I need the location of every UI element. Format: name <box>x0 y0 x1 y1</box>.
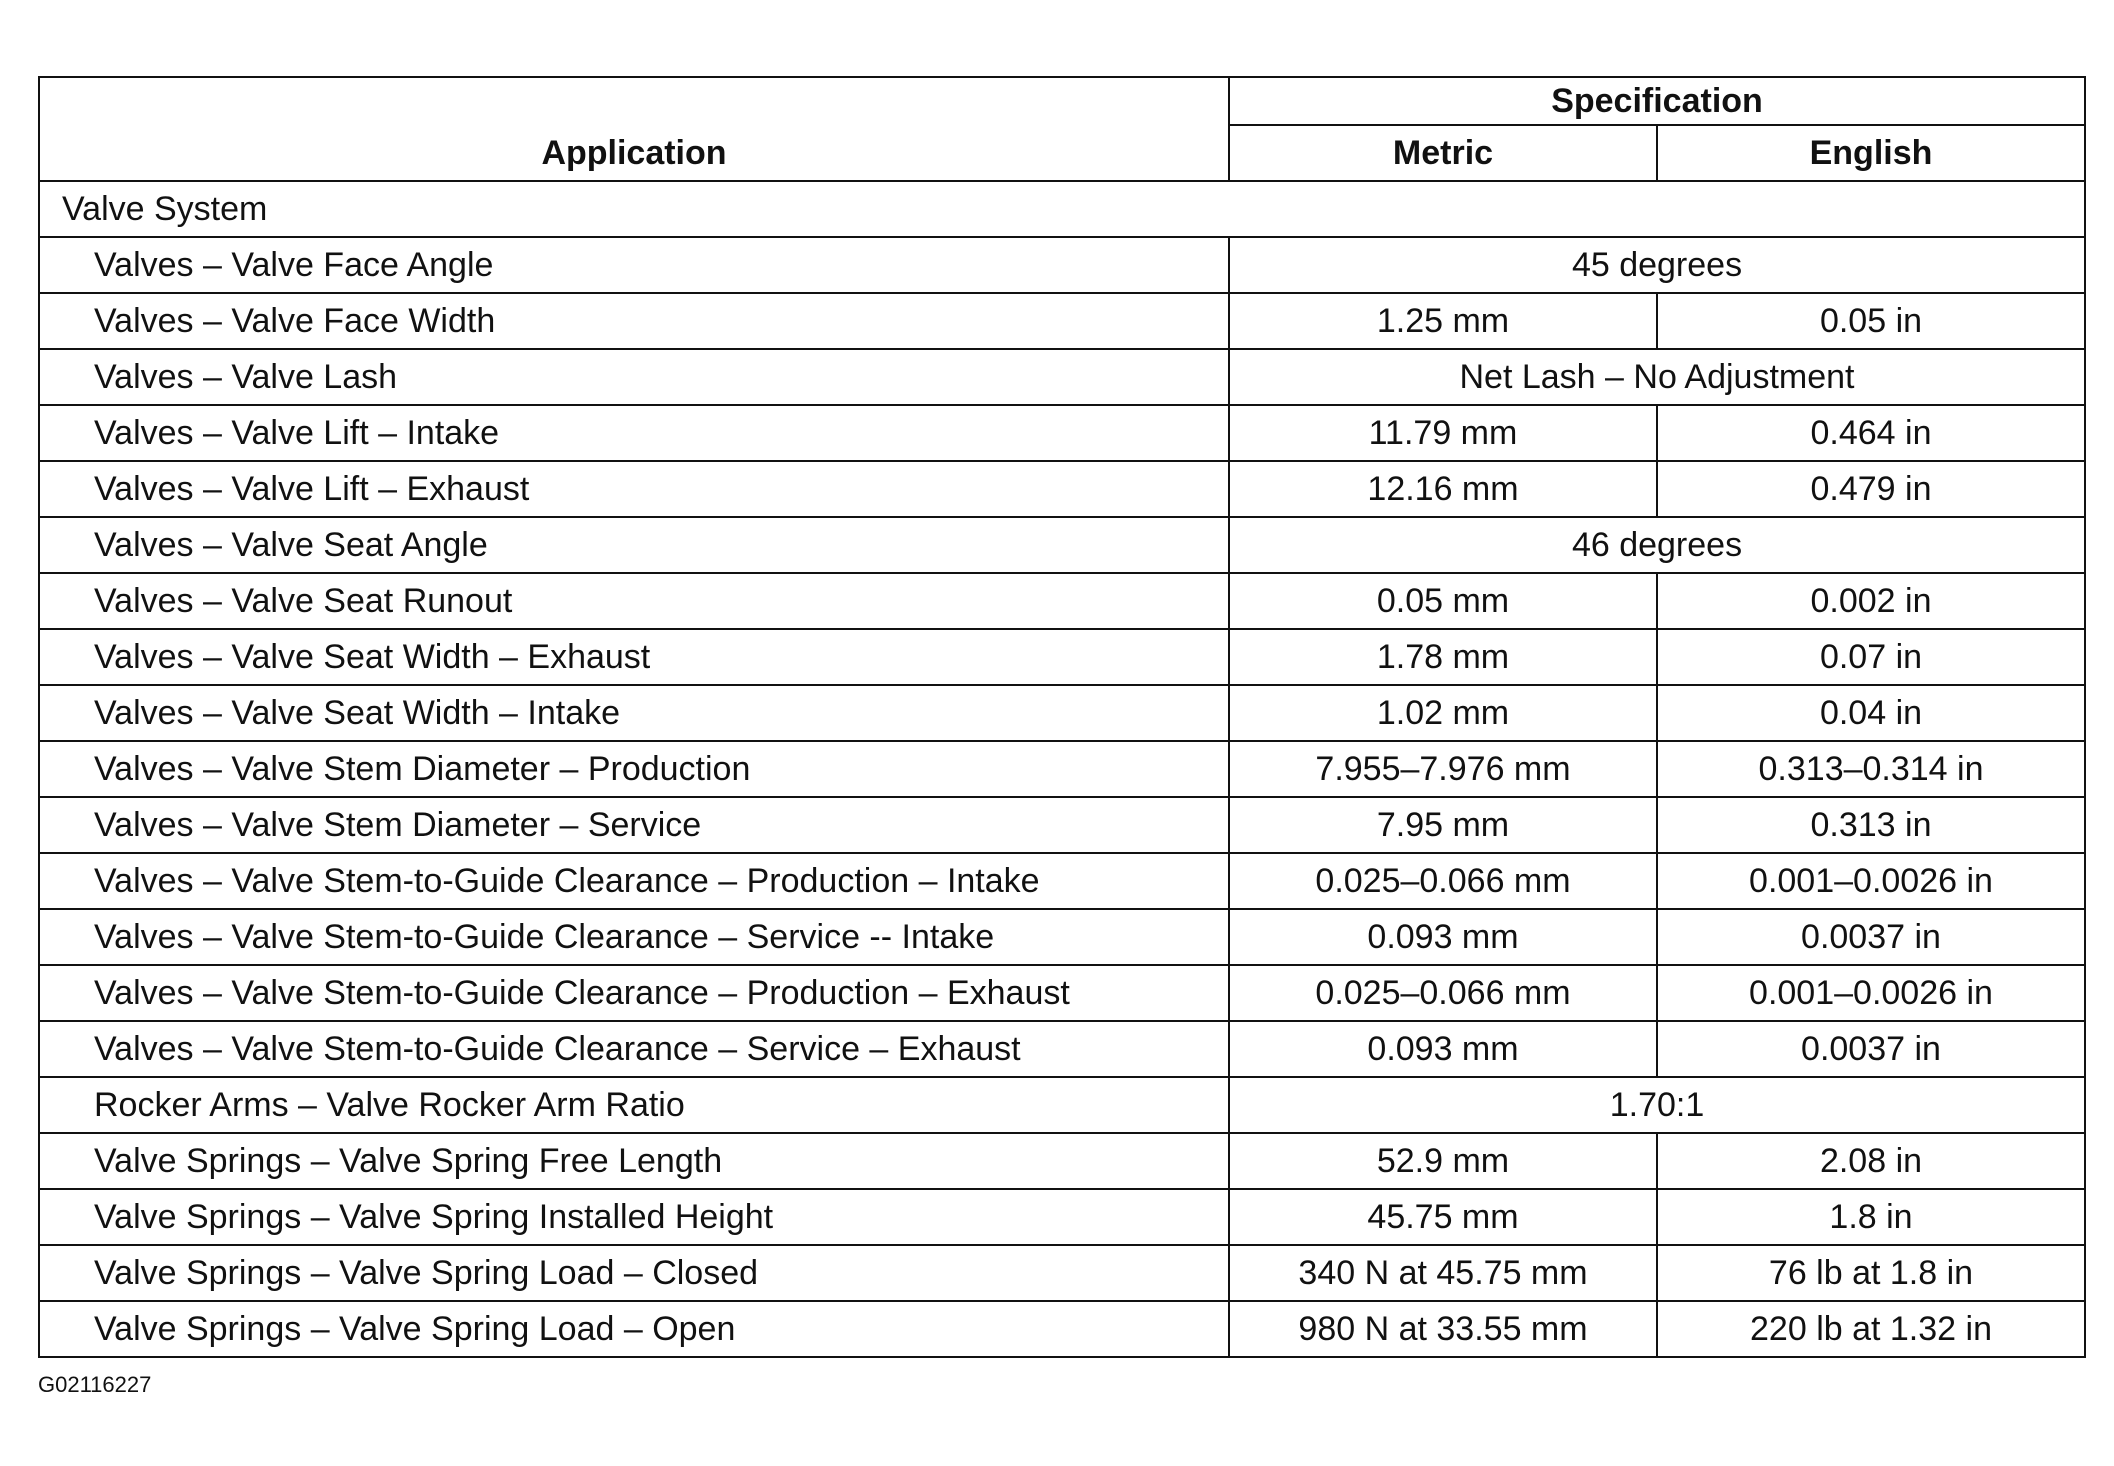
metric-cell: 11.79 mm <box>1229 405 1657 461</box>
table-row <box>39 629 2085 685</box>
figure-id: G02116227 <box>38 1372 152 1397</box>
english-cell: 0.07 in <box>1657 629 2085 685</box>
application-cell: Valve Springs – Valve Spring Installed Height <box>39 1189 1229 1245</box>
application-cell: Valves – Valve Stem Diameter – Production <box>39 741 1229 797</box>
section-row <box>39 181 2085 237</box>
english-cell: 0.313–0.314 in <box>1657 741 2085 797</box>
combined-spec-cell: Net Lash – No Adjustment <box>1229 349 2085 405</box>
english-cell: 0.313 in <box>1657 797 2085 853</box>
table-row <box>39 1021 2085 1077</box>
metric-cell: 7.95 mm <box>1229 797 1657 853</box>
table-row <box>39 461 2085 517</box>
application-cell: Valves – Valve Seat Angle <box>39 517 1229 573</box>
application-cell: Valve Springs – Valve Spring Load – Closed <box>39 1245 1229 1301</box>
english-cell: 0.0037 in <box>1657 1021 2085 1077</box>
table-row <box>39 909 2085 965</box>
metric-cell: 45.75 mm <box>1229 1189 1657 1245</box>
valve-spec-table <box>38 76 2086 1358</box>
application-cell: Valves – Valve Seat Runout <box>39 573 1229 629</box>
table-row <box>39 853 2085 909</box>
metric-cell: 0.05 mm <box>1229 573 1657 629</box>
application-cell: Valves – Valve Seat Width – Intake <box>39 685 1229 741</box>
metric-cell: 0.093 mm <box>1229 1021 1657 1077</box>
application-cell: Valves – Valve Stem-to-Guide Clearance – Production – Exhaust <box>39 965 1229 1021</box>
english-cell: 2.08 in <box>1657 1133 2085 1189</box>
application-cell: Valves – Valve Stem-to-Guide Clearance – Service – Exhaust <box>39 1021 1229 1077</box>
table-row <box>39 1189 2085 1245</box>
application-cell: Valves – Valve Stem Diameter – Service <box>39 797 1229 853</box>
application-cell: Valve Springs – Valve Spring Free Length <box>39 1133 1229 1189</box>
application-cell: Valves – Valve Stem-to-Guide Clearance – Production – Intake <box>39 853 1229 909</box>
combined-spec-cell: 45 degrees <box>1229 237 2085 293</box>
application-cell: Valves – Valve Lash <box>39 349 1229 405</box>
english-cell: 0.001–0.0026 in <box>1657 965 2085 1021</box>
english-cell: 0.479 in <box>1657 461 2085 517</box>
english-cell: 0.04 in <box>1657 685 2085 741</box>
application-cell: Valve Springs – Valve Spring Load – Open <box>39 1301 1229 1357</box>
header-row-top <box>39 77 2085 125</box>
table-row <box>39 1077 2085 1133</box>
table-row <box>39 1301 2085 1357</box>
table-row <box>39 1245 2085 1301</box>
application-cell: Valves – Valve Lift – Intake <box>39 405 1229 461</box>
english-cell: 1.8 in <box>1657 1189 2085 1245</box>
application-header: Application <box>39 77 1229 181</box>
metric-header: Metric <box>1229 125 1657 181</box>
english-cell: 0.05 in <box>1657 293 2085 349</box>
combined-spec-cell: 46 degrees <box>1229 517 2085 573</box>
english-cell: 76 lb at 1.8 in <box>1657 1245 2085 1301</box>
table-row <box>39 797 2085 853</box>
metric-cell: 0.093 mm <box>1229 909 1657 965</box>
english-cell: 220 lb at 1.32 in <box>1657 1301 2085 1357</box>
specification-header: Specification <box>1229 77 2085 125</box>
application-cell: Valves – Valve Stem-to-Guide Clearance – Service -- Intake <box>39 909 1229 965</box>
table-row <box>39 293 2085 349</box>
application-cell: Valves – Valve Lift – Exhaust <box>39 461 1229 517</box>
table-row <box>39 741 2085 797</box>
english-cell: 0.464 in <box>1657 405 2085 461</box>
metric-cell: 1.25 mm <box>1229 293 1657 349</box>
english-cell: 0.0037 in <box>1657 909 2085 965</box>
application-cell: Valves – Valve Face Angle <box>39 237 1229 293</box>
metric-cell: 7.955–7.976 mm <box>1229 741 1657 797</box>
english-cell: 0.001–0.0026 in <box>1657 853 2085 909</box>
application-cell: Valves – Valve Face Width <box>39 293 1229 349</box>
metric-cell: 12.16 mm <box>1229 461 1657 517</box>
application-cell: Rocker Arms – Valve Rocker Arm Ratio <box>39 1077 1229 1133</box>
table-row <box>39 517 2085 573</box>
section-title: Valve System <box>39 181 2085 237</box>
table-row <box>39 237 2085 293</box>
metric-cell: 52.9 mm <box>1229 1133 1657 1189</box>
metric-cell: 1.02 mm <box>1229 685 1657 741</box>
combined-spec-cell: 1.70:1 <box>1229 1077 2085 1133</box>
metric-cell: 1.78 mm <box>1229 629 1657 685</box>
application-cell: Valves – Valve Seat Width – Exhaust <box>39 629 1229 685</box>
metric-cell: 0.025–0.066 mm <box>1229 965 1657 1021</box>
metric-cell: 980 N at 33.55 mm <box>1229 1301 1657 1357</box>
table-row <box>39 349 2085 405</box>
table-row <box>39 573 2085 629</box>
table-row <box>39 405 2085 461</box>
metric-cell: 340 N at 45.75 mm <box>1229 1245 1657 1301</box>
table-row <box>39 685 2085 741</box>
table-row <box>39 965 2085 1021</box>
metric-cell: 0.025–0.066 mm <box>1229 853 1657 909</box>
english-cell: 0.002 in <box>1657 573 2085 629</box>
english-header: English <box>1657 125 2085 181</box>
table-row <box>39 1133 2085 1189</box>
